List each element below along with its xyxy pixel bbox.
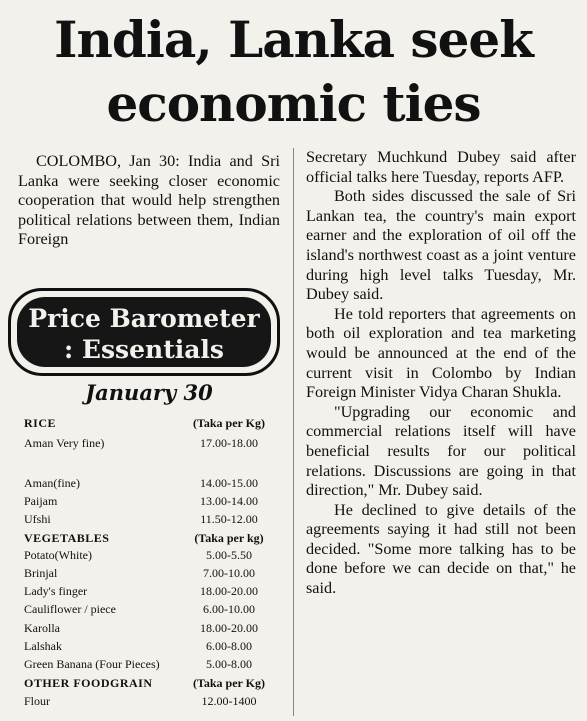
article-paragraph: Both sides discussed the sale of Sri Lankan tea, the country's main export earner and the exploration of oil off the island's northwest coast as a joint venture during high level talks Tuesday, Mr. Dubey said. xyxy=(306,187,576,304)
commodity-name: Potato(White) xyxy=(24,548,92,562)
barometer-title-line-1: Price Barometer xyxy=(28,304,260,333)
price-section-header xyxy=(24,531,286,549)
price-row xyxy=(24,602,286,620)
article-lead-paragraph: COLOMBO, Jan 30: India and Sri Lanka were seeking closer economic cooperation that would help strengthen political relations between them, Indian Foreign xyxy=(18,152,280,249)
price-section-header xyxy=(24,676,286,694)
commodity-price: 12.00-1400 xyxy=(201,694,257,708)
headline-line-2: economic ties xyxy=(106,74,481,133)
price-barometer-title xyxy=(17,297,271,367)
price-row xyxy=(24,476,286,494)
commodity-name: OTHER FOODGRAIN xyxy=(24,676,153,690)
commodity-name: Karolla xyxy=(24,621,60,635)
commodity-price: 18.00-20.00 xyxy=(200,584,258,598)
article-paragraph: He told reporters that agreements on both oil exploration and tea marketing would be announced at the end of the current visit in Colombo by Indian Foreign Minister Vidya Charan Shukla. xyxy=(306,304,576,402)
commodity-price: 11.50-12.00 xyxy=(200,512,258,526)
commodity-price: 5.00-5.50 xyxy=(206,548,252,562)
barometer-date: January 30 xyxy=(85,380,213,405)
commodity-name: Lady's finger xyxy=(24,584,88,598)
commodity-name: Paijam xyxy=(24,494,58,508)
right-column xyxy=(306,148,576,599)
commodity-name: RICE xyxy=(24,416,57,430)
commodity-name: Aman Very fine) xyxy=(24,436,105,450)
commodity-name: Brinjal xyxy=(24,566,58,580)
commodity-price: 13.00-14.00 xyxy=(200,494,258,508)
commodity-price: 7.00-10.00 xyxy=(203,566,255,580)
left-column xyxy=(18,152,280,250)
price-barometer-banner xyxy=(8,288,280,376)
commodity-name: Lalshak xyxy=(24,639,62,653)
headline xyxy=(0,8,587,136)
price-row xyxy=(24,494,286,512)
article-paragraph: He declined to give details of the agreements saying it had still not been decided. "Some more talking has to be done before we can decide on that," he said. xyxy=(306,500,576,598)
price-row xyxy=(24,456,286,474)
price-row xyxy=(24,621,286,639)
commodity-price: 14.00-15.00 xyxy=(200,476,258,490)
price-row xyxy=(24,694,286,712)
commodity-price: 18.00-20.00 xyxy=(200,621,258,635)
price-row xyxy=(24,512,286,530)
commodity-price: 17.00-18.00 xyxy=(200,436,258,450)
price-row xyxy=(24,639,286,657)
commodity-price: (Taka per kg) xyxy=(194,531,264,545)
headline-line-1: India, Lanka seek xyxy=(54,10,533,69)
column-divider xyxy=(293,148,294,716)
article-paragraph: Secretary Muchkund Dubey said after official talks here Tuesday, reports AFP. xyxy=(306,148,576,186)
barometer-title-line-2: : Essentials xyxy=(63,335,225,364)
commodity-name: Flour xyxy=(24,694,51,708)
price-section-header xyxy=(24,416,286,434)
commodity-name: Green Banana (Four Pieces) xyxy=(24,657,160,671)
article-paragraph: "Upgrading our economic and commercial relations itself will have beneficial results for our political relations. Discussions are going in that direction," Mr. Dubey said. xyxy=(306,402,576,500)
commodity-price: 5.00-8.00 xyxy=(206,657,252,671)
price-row xyxy=(24,548,286,566)
commodity-price: 6.00-8.00 xyxy=(206,639,252,653)
commodity-name: Ufshi xyxy=(24,512,51,526)
commodity-name: Cauliflower / piece xyxy=(24,602,116,616)
commodity-price: (Taka per Kg) xyxy=(192,676,265,690)
commodity-name: Aman(fine) xyxy=(24,476,80,490)
commodity-name: VEGETABLES xyxy=(24,531,110,545)
commodity-price: (Taka per Kg) xyxy=(192,416,265,430)
price-row xyxy=(24,436,286,454)
price-row xyxy=(24,584,286,602)
price-row xyxy=(24,566,286,584)
commodity-price: 6.00-10.00 xyxy=(203,602,255,616)
price-row xyxy=(24,657,286,675)
